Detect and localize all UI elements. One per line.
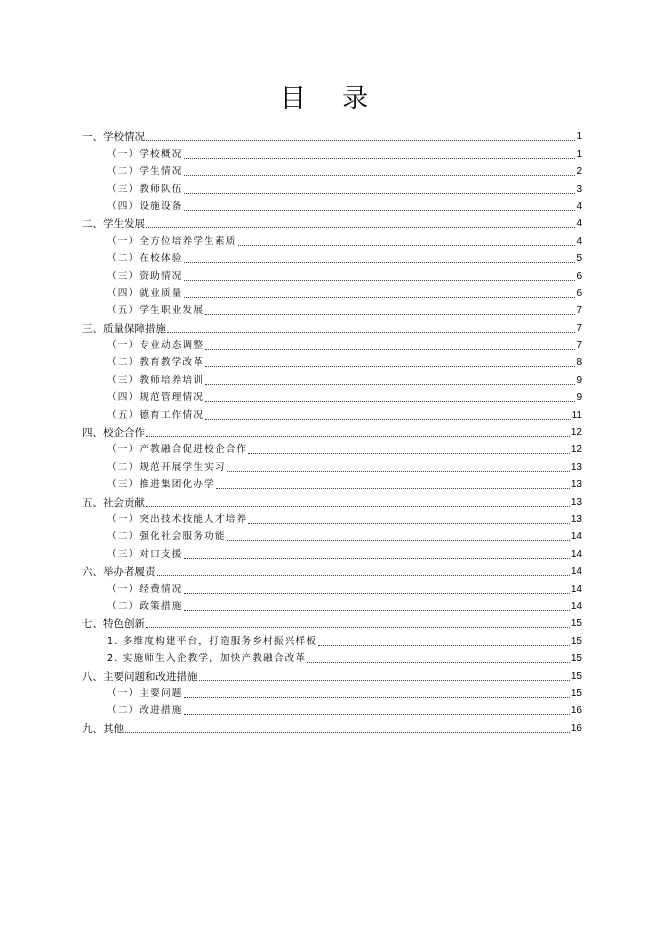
- toc-subsection-entry[interactable]: [82, 283, 582, 300]
- toc-entry-label: （一）全方位培养学生素质: [107, 235, 237, 247]
- toc-section-entry[interactable]: [82, 126, 582, 143]
- dot-leader: [184, 713, 570, 715]
- dot-leader: [205, 418, 570, 420]
- dot-leader: [184, 296, 576, 298]
- page-title: 目 录: [279, 84, 383, 114]
- toc-entry-label: （一）突出技术技能人才培养: [107, 513, 248, 525]
- dot-leader: [205, 383, 575, 385]
- toc-subsection-entry[interactable]: [82, 404, 582, 421]
- toc-entry-label: 八、主要问题和改进措施: [82, 670, 198, 683]
- toc-subsection-entry[interactable]: [82, 300, 582, 317]
- dot-leader: [184, 279, 576, 281]
- toc-subsection-entry[interactable]: [82, 578, 582, 595]
- toc-section-entry[interactable]: [82, 422, 582, 439]
- toc-subsection-entry[interactable]: [82, 700, 582, 717]
- toc-page-number: 14: [570, 600, 582, 612]
- toc-page-number: 13: [570, 461, 582, 473]
- toc-entry-label: （四）就业质量: [107, 287, 183, 299]
- dot-leader: [184, 557, 570, 559]
- dot-leader: [248, 522, 570, 524]
- toc-section-entry[interactable]: [82, 317, 582, 334]
- toc-entry-label: （三）推进集团化办学: [107, 479, 215, 491]
- toc-entry-label: 五、社会贡献: [82, 496, 145, 509]
- toc-subsection-entry[interactable]: [82, 474, 582, 491]
- toc-page-number: 1: [576, 148, 582, 160]
- toc-page-number: 11: [571, 409, 582, 421]
- toc-subsection-entry[interactable]: [82, 543, 582, 560]
- toc-entry-label: （五）学生职业发展: [107, 305, 205, 317]
- toc-entry-label: （五）德育工作情况: [107, 409, 205, 421]
- toc-page-number: 1: [576, 131, 582, 143]
- toc-subsection-entry[interactable]: [82, 683, 582, 700]
- toc-page-number: 7: [576, 340, 582, 352]
- toc-section-entry[interactable]: [82, 561, 582, 578]
- toc-subsection-entry[interactable]: [82, 335, 582, 352]
- dot-leader: [184, 209, 576, 211]
- dot-leader: [184, 157, 576, 159]
- toc-entry-label: （一）主要问题: [107, 687, 183, 699]
- toc-page-number: 15: [570, 687, 582, 699]
- toc-subsection-entry[interactable]: [82, 178, 582, 195]
- toc-section-entry[interactable]: [82, 665, 582, 682]
- dot-leader: [184, 592, 570, 594]
- dot-leader: [146, 435, 570, 437]
- toc-page-number: 8: [576, 357, 582, 369]
- dot-leader: [227, 470, 570, 472]
- toc-page-number: 15: [570, 653, 582, 665]
- toc-page-number: 14: [570, 566, 582, 578]
- toc-subsection-entry[interactable]: [82, 456, 582, 473]
- dot-leader: [184, 192, 576, 194]
- toc-entry-label: （四）规范管理情况: [107, 392, 205, 404]
- toc-entry-label: 2. 实施师生入企教学，加快产教融合改革: [107, 653, 307, 665]
- toc-entry-label: （二）改进措施: [107, 705, 183, 717]
- toc-entry-label: 九、其他: [82, 722, 124, 735]
- toc-page-number: 9: [576, 392, 582, 404]
- dot-leader: [184, 696, 570, 698]
- toc-page-number: 7: [576, 305, 582, 317]
- toc-section-entry[interactable]: [82, 613, 582, 630]
- dot-leader: [248, 452, 570, 454]
- toc-page-number: 16: [570, 722, 582, 734]
- toc-page-number: 13: [570, 479, 582, 491]
- toc-page-number: 15: [570, 635, 582, 647]
- toc-entry-label: （二）规范开展学生实习: [107, 461, 226, 473]
- toc-entry-label: （三）资助情况: [107, 270, 183, 282]
- dot-leader: [205, 400, 575, 402]
- dot-leader: [205, 348, 575, 350]
- toc-page-number: 13: [570, 513, 582, 525]
- toc-entry-label: （二）在校体验: [107, 253, 183, 265]
- toc-entry-label: （三）教师队伍: [107, 183, 183, 195]
- toc-entry-label: （三）对口支援: [107, 548, 183, 560]
- toc-subsection-entry[interactable]: [82, 630, 582, 647]
- dot-leader: [216, 487, 570, 489]
- toc-subsection-entry[interactable]: [82, 648, 582, 665]
- toc-entry-label: （二）政策措施: [107, 600, 183, 612]
- toc-section-entry[interactable]: [82, 491, 582, 508]
- toc-subsection-entry[interactable]: [82, 509, 582, 526]
- dot-leader: [199, 679, 570, 681]
- toc-subsection-entry[interactable]: [82, 161, 582, 178]
- toc-entry-label: 二、学生发展: [82, 218, 145, 231]
- toc-subsection-entry[interactable]: [82, 439, 582, 456]
- toc-page-number: 6: [576, 270, 582, 282]
- toc-page-number: 15: [570, 618, 582, 630]
- dot-leader: [184, 609, 570, 611]
- toc-subsection-entry[interactable]: [82, 196, 582, 213]
- dot-leader: [167, 331, 575, 333]
- toc-entry-label: 六、举办者履责: [82, 566, 156, 579]
- toc-page-number: 9: [576, 374, 582, 386]
- toc-page-number: 5: [576, 253, 582, 265]
- toc-subsection-entry[interactable]: [82, 369, 582, 386]
- toc-page-number: 16: [570, 705, 582, 717]
- dot-leader: [146, 626, 570, 628]
- toc-page-number: 14: [570, 548, 582, 560]
- dot-leader: [146, 505, 570, 507]
- toc-entry-label: （三）教师培养培训: [107, 374, 205, 386]
- toc-subsection-entry[interactable]: [82, 248, 582, 265]
- toc-entry-label: 一、学校情况: [82, 131, 145, 144]
- toc-page-number: 14: [570, 583, 582, 595]
- toc-subsection-entry[interactable]: [82, 265, 582, 282]
- dot-leader: [125, 731, 570, 733]
- toc-entry-label: （四）设施设备: [107, 200, 183, 212]
- toc-section-entry[interactable]: [82, 717, 582, 734]
- toc-entry-label: （一）产教融合促进校企合作: [107, 444, 248, 456]
- toc-entry-label: （二）强化社会服务功能: [107, 531, 226, 543]
- dot-leader: [157, 574, 570, 576]
- toc-page-number: 4: [576, 218, 582, 230]
- toc-entry-label: 七、特色创新: [82, 618, 145, 631]
- dot-leader: [205, 365, 575, 367]
- toc-subsection-entry[interactable]: [82, 596, 582, 613]
- toc-page-number: 6: [576, 287, 582, 299]
- toc-page-number: 13: [570, 496, 582, 508]
- toc-entry-label: 1. 多维度构建平台，打造服务乡村振兴样板: [107, 635, 318, 647]
- toc-entry-label: （一）经费情况: [107, 583, 183, 595]
- dot-leader: [307, 661, 570, 663]
- toc-subsection-entry[interactable]: [82, 230, 582, 247]
- toc-entry-label: （一）专业动态调整: [107, 340, 205, 352]
- dot-leader: [184, 174, 576, 176]
- toc-page-number: 2: [576, 166, 582, 178]
- toc-entry-label: 四、校企合作: [82, 427, 145, 440]
- dot-leader: [146, 226, 575, 228]
- toc-page-number: 15: [570, 670, 582, 682]
- dot-leader: [318, 644, 570, 646]
- table-of-contents: [82, 126, 582, 735]
- dot-leader: [227, 539, 570, 541]
- dot-leader: [184, 261, 576, 263]
- toc-page-number: 12: [570, 427, 582, 439]
- toc-entry-label: （一）学校概况: [107, 148, 183, 160]
- toc-page-number: 3: [576, 183, 582, 195]
- toc-subsection-entry[interactable]: [82, 143, 582, 160]
- toc-page-number: 12: [570, 444, 582, 456]
- toc-entry-label: 三、质量保障措施: [82, 322, 166, 335]
- toc-page-number: 14: [570, 531, 582, 543]
- toc-section-entry[interactable]: [82, 213, 582, 230]
- dot-leader: [238, 244, 576, 246]
- toc-subsection-entry[interactable]: [82, 526, 582, 543]
- toc-page-number: 4: [576, 235, 582, 247]
- dot-leader: [146, 139, 575, 141]
- toc-entry-label: （二）学生情况: [107, 166, 183, 178]
- toc-subsection-entry[interactable]: [82, 352, 582, 369]
- toc-page-number: 7: [576, 322, 582, 334]
- toc-subsection-entry[interactable]: [82, 387, 582, 404]
- dot-leader: [205, 313, 575, 315]
- toc-entry-label: （二）教育教学改革: [107, 357, 205, 369]
- toc-page-number: 4: [576, 200, 582, 212]
